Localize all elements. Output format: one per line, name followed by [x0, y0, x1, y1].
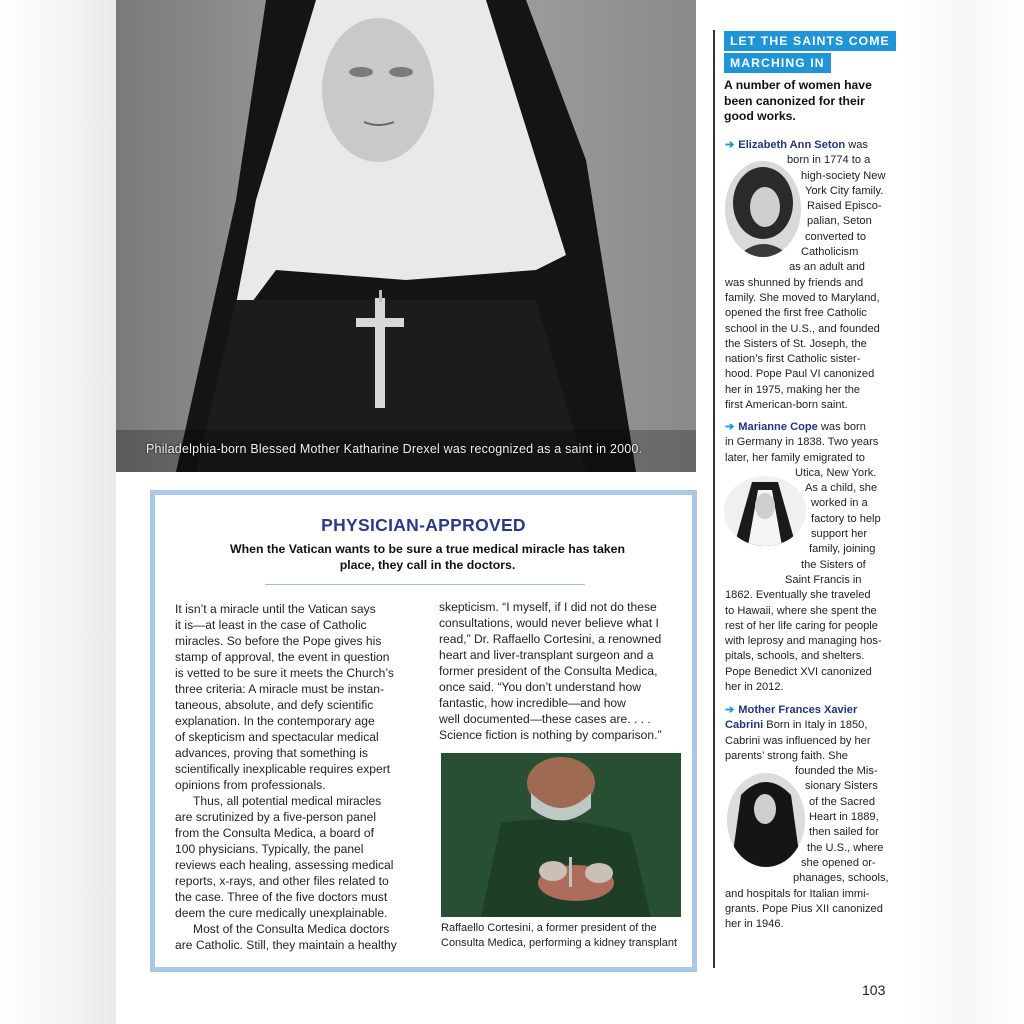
cope-entry	[725, 420, 895, 695]
text-line: from the Consulta Medica, a board of	[175, 826, 374, 840]
text-line: fantastic, how incredible—and how	[439, 696, 626, 710]
cabrini-name-line1: Mother Frances Xavier	[738, 704, 858, 716]
text-line: opinions from professionals.	[175, 778, 326, 792]
text-line: later, her family emigrated to	[725, 451, 865, 464]
text-line: Raised Episco-	[807, 200, 882, 213]
text-line: the U.S., where	[807, 841, 884, 854]
box-subtitle: When the Vatican wants to be sure a true medical miracle has taken place, they call in the doctors.	[229, 542, 625, 572]
text-line: is vetted to be sure it meets the Church’s	[175, 666, 394, 680]
text-line: Saint Francis in	[785, 573, 862, 586]
text-line: heart and liver-transplant surgeon and a	[439, 648, 654, 662]
text-line: high-society New	[801, 169, 886, 182]
text-line: converted to	[805, 230, 867, 243]
text-line: 1862. Eventually she traveled	[725, 589, 871, 602]
text-line: explanation. In the contemporary age	[175, 714, 375, 728]
text-line: founded the Mis-	[795, 765, 878, 778]
text-line: family. She moved to Maryland,	[725, 291, 880, 304]
text-line: Cabrini was influenced by her	[725, 734, 871, 747]
text-line: well documented—these cases are. . . .	[439, 712, 651, 726]
cope-name: Marianne Cope	[738, 421, 818, 433]
text-line: worked in a	[811, 497, 868, 510]
text-line: Born in Italy in 1850,	[763, 719, 868, 732]
text-line: As a child, she	[805, 482, 878, 495]
text-line: skepticism. “I myself, if I did not do these	[439, 600, 657, 614]
text-line: support her	[811, 528, 868, 541]
text-line: of the Sacred	[809, 795, 875, 808]
article-column-2	[439, 599, 685, 743]
hero-caption: Philadelphia-born Blessed Mother Katharine Drexel was recognized as a saint in 2000.	[146, 442, 643, 456]
text-line: her in 1946.	[725, 918, 784, 931]
text-line: in Germany in 1838. Two years	[725, 436, 879, 449]
text-line: reports, x-rays, and other files related to	[175, 874, 389, 888]
text-line: nation’s first Catholic sister-	[725, 353, 861, 366]
text-line: stamp of approval, the event in question	[175, 650, 390, 664]
text-line: and hospitals for Italian immi-	[725, 887, 870, 900]
text-line: school in the U.S., and founded	[725, 322, 880, 335]
text-line: York City family.	[805, 184, 884, 197]
text-line: to Hawaii, where she spent the	[725, 604, 877, 617]
text-line: rest of her life caring for people	[725, 619, 878, 632]
sidebar-banner-line1: LET THE SAINTS COME	[724, 31, 896, 51]
text-line: was	[845, 139, 868, 151]
text-line: 100 physicians. Typically, the panel	[175, 842, 364, 856]
text-line: it is—at least in the case of Catholic	[175, 618, 367, 632]
text-line: of skepticism and spectacular medical	[175, 730, 379, 744]
text-line: Catholicism	[801, 246, 859, 259]
text-line: with leprosy and managing hos-	[725, 635, 882, 648]
cabrini-entry	[725, 703, 897, 932]
text-line: Thus, all potential medical miracles	[193, 794, 382, 808]
text-line: three criteria: A miracle must be instan-	[175, 682, 385, 696]
text-line: was shunned by friends and	[725, 276, 864, 289]
sidebar-divider	[713, 30, 715, 968]
text-line: advances, proving that something is	[175, 746, 368, 760]
text-line: born in 1774 to a	[787, 154, 871, 167]
text-line: are scrutinized by a five-person panel	[175, 810, 376, 824]
surgery-photo	[441, 753, 681, 917]
text-line: opened the first free Catholic	[725, 307, 867, 320]
text-line: first American-born saint.	[725, 399, 848, 412]
seton-entry	[725, 138, 895, 413]
text-line: once said. “You don’t understand how	[439, 680, 641, 694]
text-line: pitals, schools, and shelters.	[725, 650, 865, 663]
text-line: Most of the Consulta Medica doctors	[193, 922, 390, 936]
arrow-right-icon: ➔	[725, 421, 735, 433]
text-line: grants. Pope Pius XII canonized	[725, 902, 883, 915]
arrow-right-icon: ➔	[725, 704, 735, 716]
text-line: the Sisters of St. Joseph, the	[725, 337, 867, 350]
text-line: family, joining	[809, 543, 876, 556]
physician-approved-box	[150, 490, 697, 972]
text-line: the case. Three of the five doctors must	[175, 890, 388, 904]
text-line: palian, Seton	[807, 215, 872, 228]
text-line: her in 1975, making her the	[725, 383, 861, 396]
text-line: former president of the Consulta Medica,	[439, 664, 658, 678]
page-number: 103	[862, 982, 886, 998]
text-line: It isn’t a miracle until the Vatican says	[175, 602, 376, 616]
box-divider	[265, 584, 585, 585]
nun-portrait-illustration	[116, 0, 696, 472]
text-line: parents’ strong faith. She	[725, 749, 848, 762]
page-gutter-left	[0, 0, 116, 1024]
text-line: read,” Dr. Raffaello Cortesini, a renowned	[439, 632, 662, 646]
box-title: PHYSICIAN-APPROVED	[321, 515, 526, 535]
text-line: reviews each healing, assessing medical	[175, 858, 394, 872]
text-line: then sailed for	[809, 826, 879, 839]
sidebar-banner-line2: MARCHING IN	[724, 53, 831, 73]
text-line: Science fiction is nothing by comparison.”	[439, 728, 662, 742]
text-line: deem the cure medically unexplainable.	[175, 906, 388, 920]
text-line: was born	[817, 421, 866, 433]
arrow-right-icon: ➔	[725, 139, 735, 151]
text-line: sionary Sisters	[805, 780, 878, 793]
text-line: miracles. So before the Pope gives his	[175, 634, 382, 648]
surgery-caption: Raffaello Cortesini, a former president of the Consulta Medica, performing a kidney transplant	[441, 922, 678, 949]
article-column-1	[175, 601, 415, 953]
text-line: are Catholic. Still, they maintain a healthy	[175, 938, 397, 952]
text-line: Utica, New York.	[795, 466, 877, 479]
text-line: Pope Benedict XVI canonized	[725, 665, 872, 678]
text-line: hood. Pope Paul VI canonized	[725, 368, 875, 381]
text-line: phanages, schools,	[793, 872, 889, 885]
hero-photo	[116, 0, 696, 472]
text-line: her in 2012.	[725, 681, 784, 694]
page-gutter-right	[906, 0, 1024, 1024]
text-line: she opened or-	[801, 856, 876, 869]
seton-name: Elizabeth Ann Seton	[738, 139, 846, 151]
text-line: Heart in 1889,	[809, 811, 879, 824]
sidebar-lede: A number of women have been canonized for their good works.	[724, 78, 872, 123]
text-line: as an adult and	[789, 261, 865, 274]
text-line: scientifically inexplicable requires expert	[175, 762, 391, 776]
text-line: consultations, would never believe what I	[439, 616, 659, 630]
surgery-illustration	[441, 753, 681, 917]
text-line: the Sisters of	[801, 558, 866, 571]
text-line: factory to help	[811, 512, 881, 525]
text-line: taneous, absolute, and defy scientific	[175, 698, 374, 712]
cabrini-name-line2: Cabrini	[725, 719, 764, 732]
